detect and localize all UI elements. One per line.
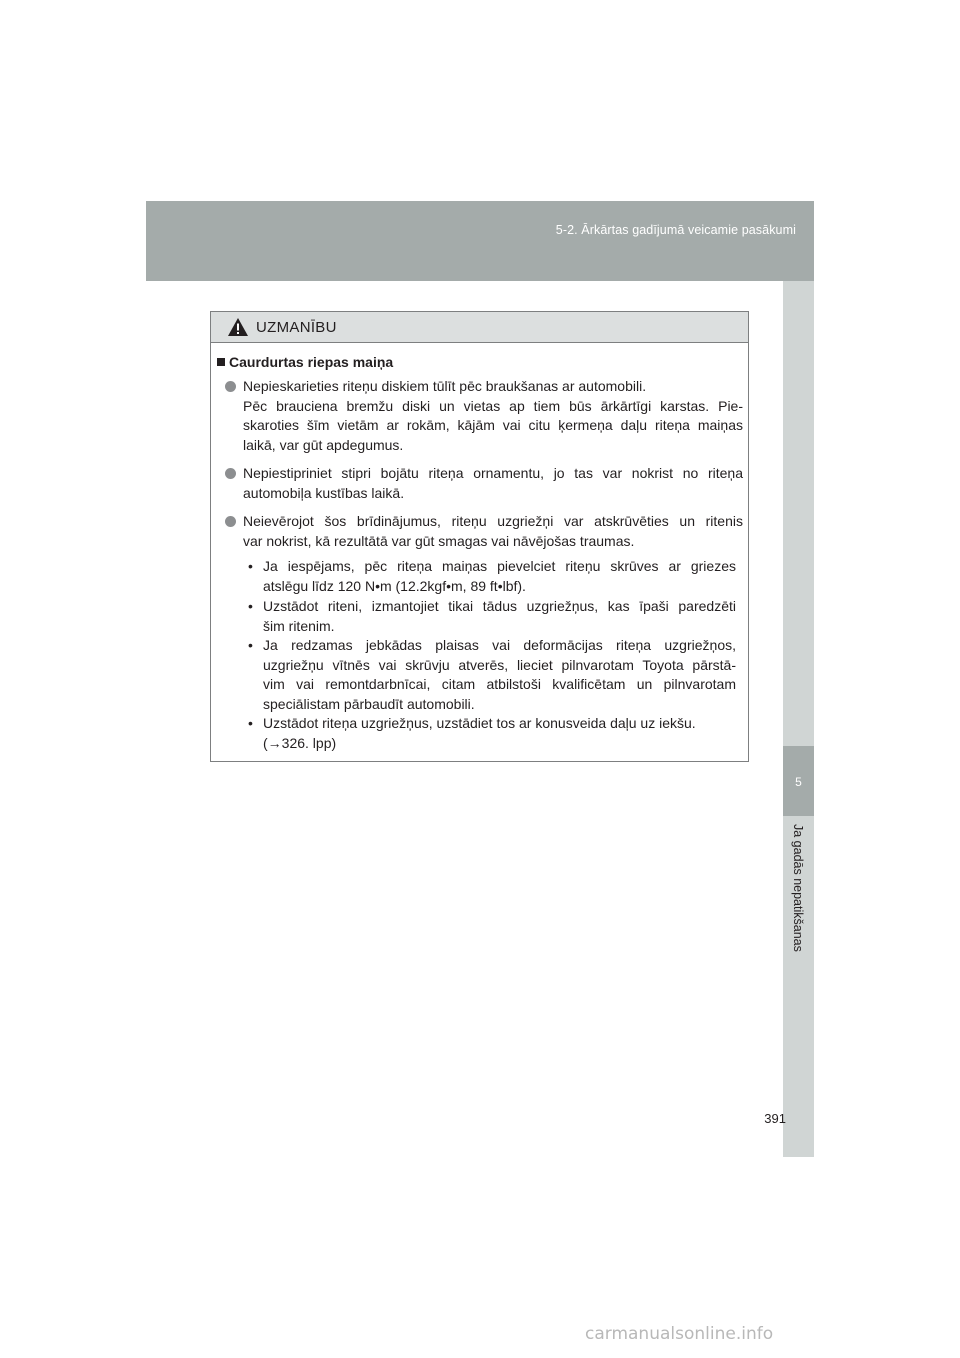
bullet-item-2	[225, 464, 743, 503]
caution-header	[211, 312, 748, 343]
bullet-1-line-3: skaroties šīm vietām ar rokām, kājām vai citu ķermeņa daļu riteņa maiņas	[243, 417, 743, 434]
sub-item-marker: •	[248, 598, 253, 614]
sub-item-2	[245, 597, 736, 636]
bullet-1-line-1: Nepieskarieties riteņu diskiem tūlīt pēc braukšanas ar automobili.	[243, 378, 647, 394]
chapter-label: Ja gadās nepatikšanas	[790, 824, 805, 952]
sub-2-line-2: šim ritenim.	[263, 617, 335, 634]
sub-item-marker: •	[248, 715, 253, 731]
section-heading	[217, 354, 393, 370]
bullet-2-line-2: automobiļa kustības laikā.	[243, 484, 405, 501]
circle-bullet-icon	[225, 468, 236, 479]
bullet-item-1	[225, 377, 743, 455]
section-header-title: 5-2. Ārkārtas gadījumā veicamie pasākumi	[555, 223, 796, 237]
warning-triangle-icon	[227, 317, 249, 337]
watermark-text: carmanualsonline.info	[585, 1324, 774, 1344]
square-bullet-icon	[217, 358, 225, 366]
sub-3-line-2: uzgriežņu vītnēs vai skrūvju atverēs, lieciet pilnvarotam Toyota pārstā-	[263, 656, 736, 673]
page-number: 391	[764, 1111, 786, 1126]
bullet-item-3	[225, 512, 743, 551]
caution-box	[210, 311, 749, 762]
sub-item-marker: •	[248, 637, 253, 653]
circle-bullet-icon	[225, 516, 236, 527]
sub-3-line-4: speciālistam pārbaudīt automobili.	[263, 695, 475, 712]
chapter-tab	[783, 746, 814, 816]
sub-item-marker: •	[248, 558, 253, 574]
sub-item-4	[245, 714, 736, 753]
sub-4-line-1: Uzstādot riteņa uzgriežņus, uzstādiet tos ar konusveida daļu uz iekšu.	[263, 715, 696, 731]
sub-3-line-3: vim vai remontdarbnīcai, citam atbilstoši kvalificētam un pilnvarotam	[263, 676, 736, 693]
section-heading-text: Caurdurtas riepas maiņa	[229, 354, 394, 370]
bullet-2-line-1: Nepiestipriniet stipri bojātu riteņa ornamentu, jo tas var nokrist no riteņa	[243, 465, 743, 481]
bullet-1-line-2: Pēc brauciena bremžu diski un vietas ap tiem būs ārkārtīgi karstas. Pie-	[243, 397, 743, 414]
sub-item-3	[245, 636, 736, 714]
sub-2-line-1: Uzstādot riteni, izmantojiet tikai tādus uzgriežņus, kas īpaši paredzēti	[263, 598, 736, 614]
chapter-number: 5	[795, 775, 802, 789]
bullet-3-line-2: var nokrist, kā rezultātā var gūt smagas vai nāvējošas traumas.	[243, 532, 635, 549]
sub-3-line-1: Ja redzamas jebkādas plaisas vai deformācijas riteņa uzgriežņos,	[263, 637, 736, 653]
circle-bullet-icon	[225, 381, 236, 392]
section-header-band	[146, 201, 814, 281]
sub-1-line-1: Ja iespējams, pēc riteņa maiņas pievelciet riteņu skrūves ar griezes	[263, 558, 736, 574]
sub-1-line-2: atslēgu līdz 120 N•m (12.2kgf•m, 89 ft•lbf).	[263, 577, 526, 594]
caution-title: UZMANĪBU	[256, 319, 337, 336]
sub-4-line-2: (→326. lpp)	[263, 734, 337, 751]
sub-item-1	[245, 557, 736, 596]
chapter-label-container	[783, 824, 814, 980]
side-tab-column	[783, 281, 814, 1157]
bullet-1-line-4: laikā, var gūt apdegumus.	[243, 436, 404, 453]
bullet-3-line-1: Neievērojot šos brīdinājumus, riteņu uzgriežņi var atskrūvēties un ritenis	[243, 513, 743, 529]
